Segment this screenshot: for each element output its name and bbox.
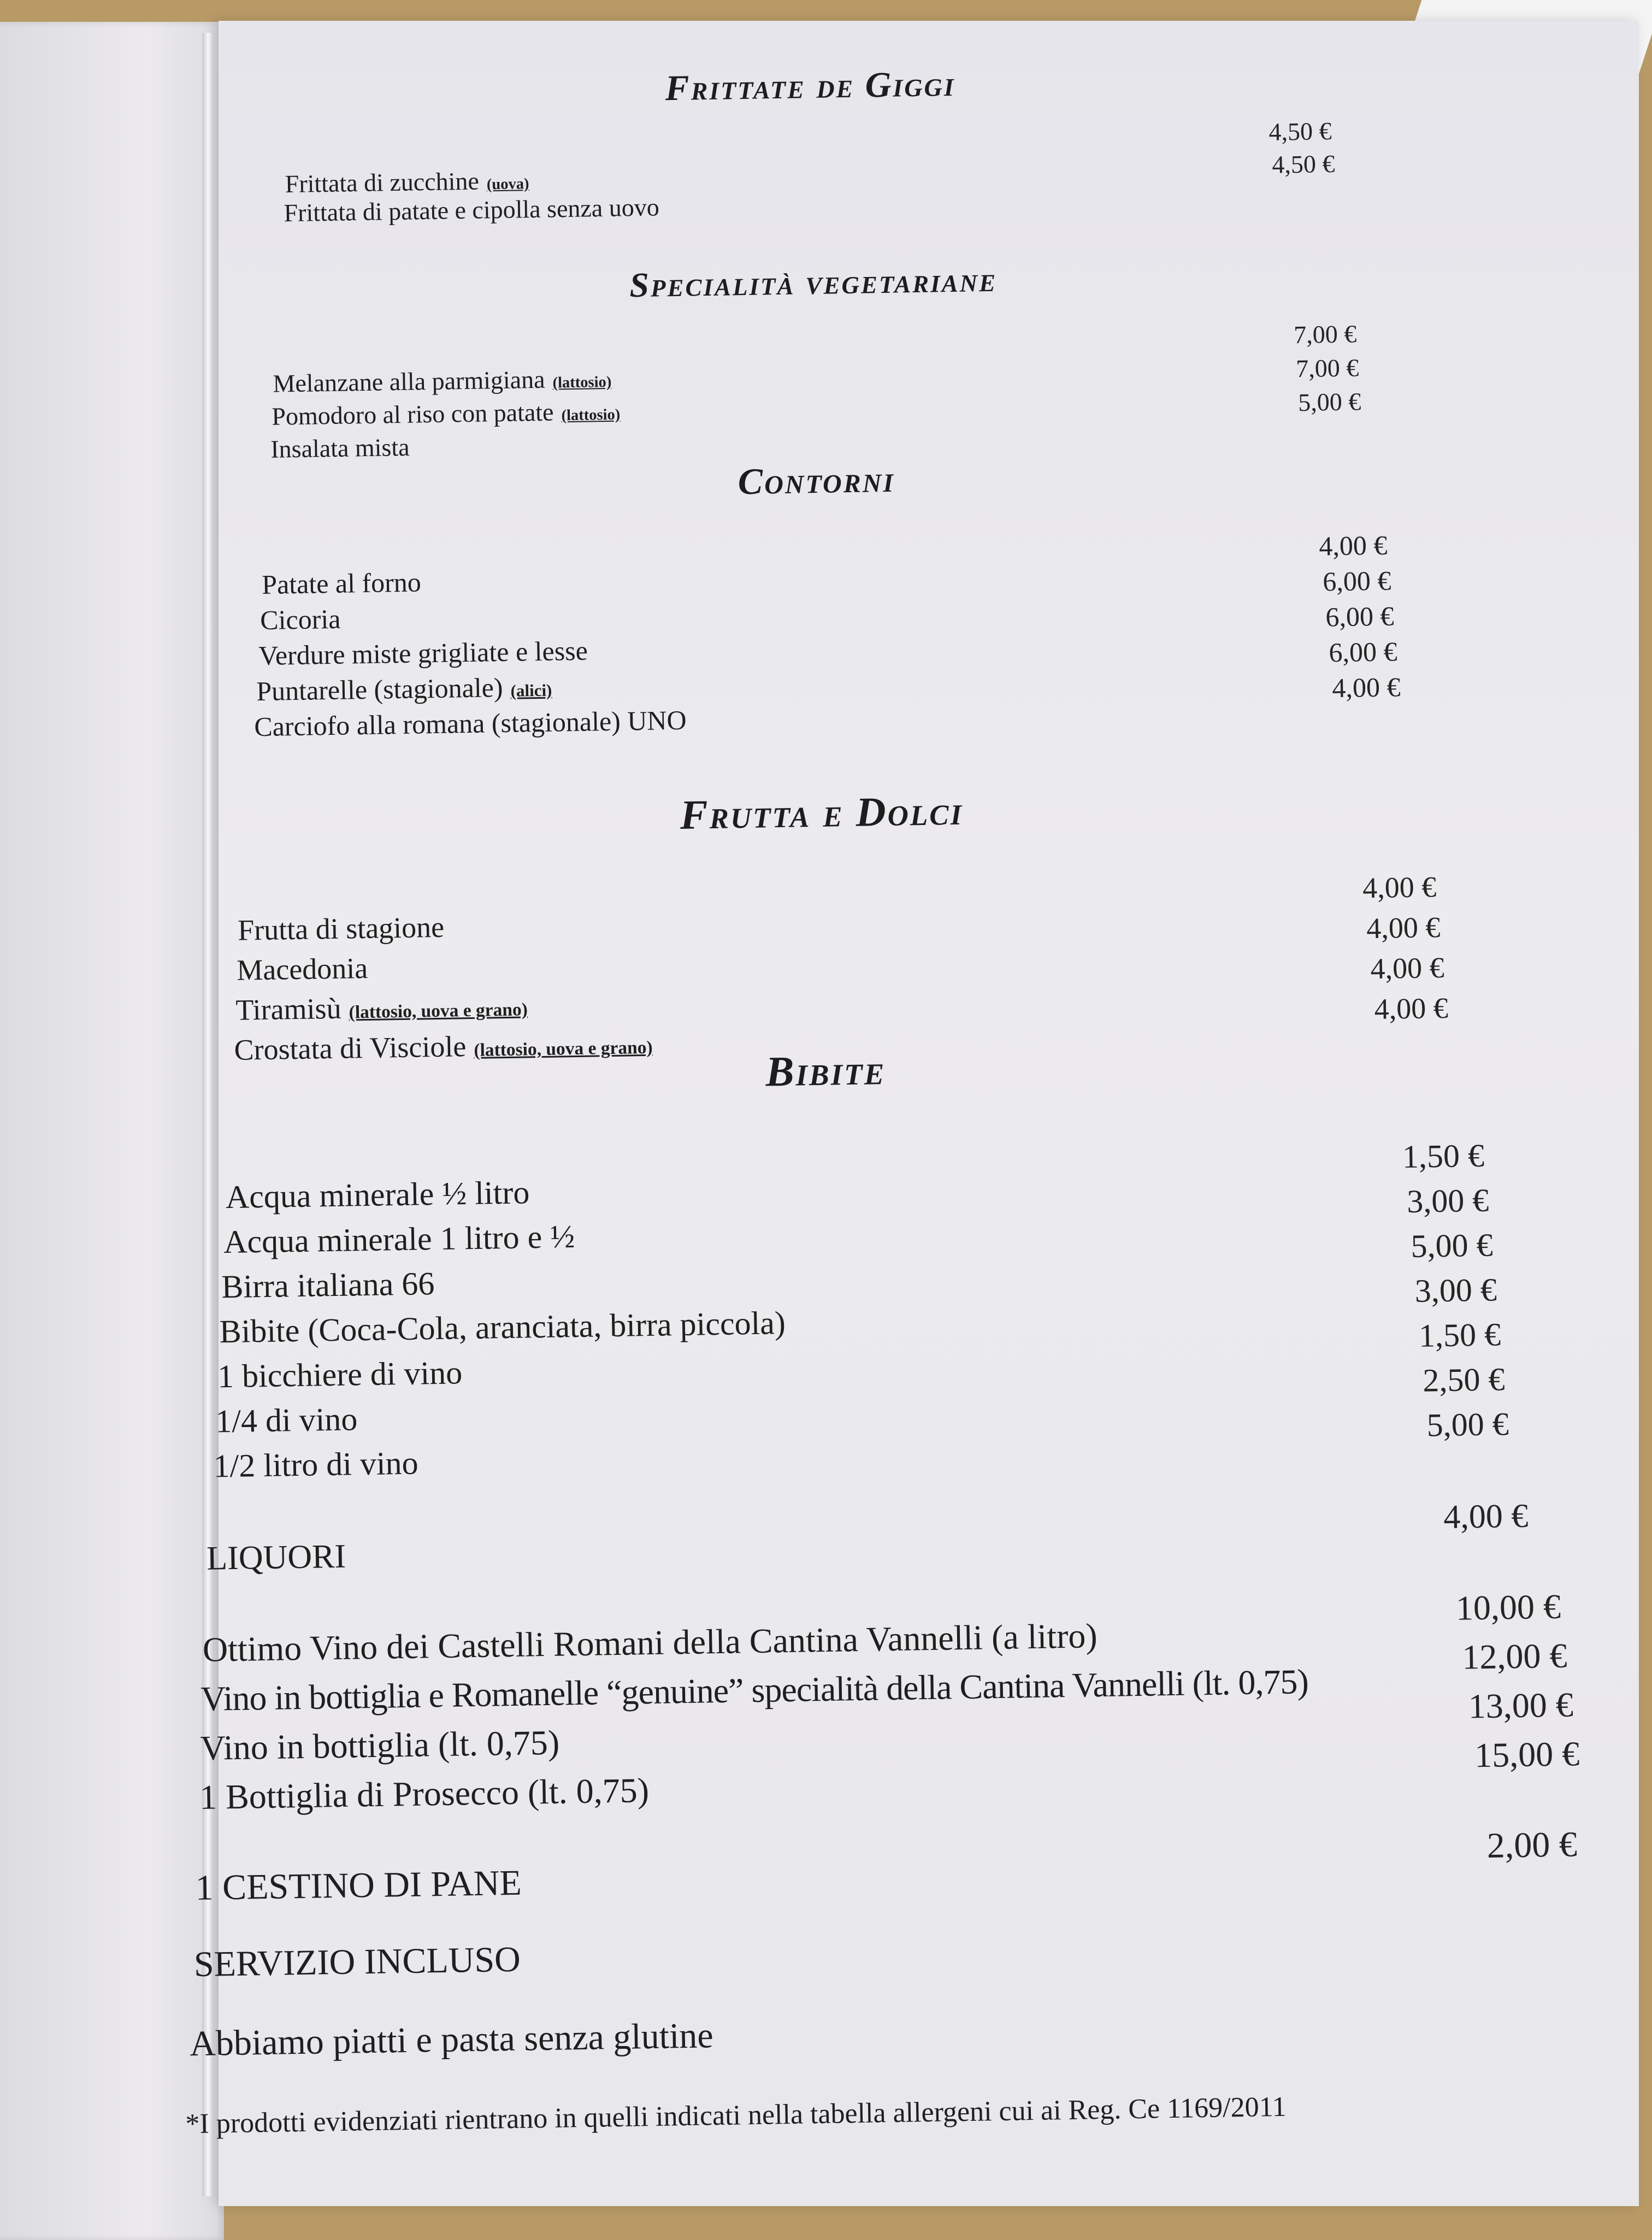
item-name: 1 bicchiere di vino bbox=[217, 1354, 463, 1395]
menu-item bbox=[273, 364, 612, 398]
item-price: 6,00 € bbox=[1325, 600, 1394, 633]
section-title-bibite: Bibite bbox=[765, 1046, 886, 1095]
item-price: 1,50 € bbox=[1402, 1137, 1485, 1175]
item-name: Birra italiana 66 bbox=[221, 1265, 435, 1305]
menu-item bbox=[285, 166, 529, 198]
item-name: Insalata mista bbox=[270, 433, 410, 463]
wine-price: 15,00 € bbox=[1474, 1734, 1580, 1775]
section-title-frittate: Frittate de Giggi bbox=[665, 63, 956, 109]
allergen-note: (lattosio) bbox=[552, 373, 612, 392]
item-name: Acqua minerale 1 litro e ½ bbox=[223, 1218, 575, 1260]
menu-item bbox=[258, 635, 588, 671]
item-name: Bibite (Coca-Cola, aranciata, birra piccola) bbox=[219, 1305, 786, 1350]
item-price: 7,00 € bbox=[1295, 353, 1359, 383]
item-price: 2,50 € bbox=[1422, 1361, 1505, 1399]
item-price: 3,00 € bbox=[1406, 1182, 1489, 1220]
item-price: 4,50 € bbox=[1268, 117, 1332, 146]
menu-item bbox=[238, 910, 445, 947]
menu-item bbox=[219, 1304, 786, 1351]
menu-item bbox=[217, 1354, 462, 1395]
item-price: 4,00 € bbox=[1374, 991, 1449, 1026]
item-price: 4,00 € bbox=[1370, 951, 1445, 986]
menu-item bbox=[272, 397, 621, 431]
menu-item bbox=[213, 1445, 418, 1486]
liquori-label: LIQUORI bbox=[206, 1537, 346, 1577]
allergen-note: (lattosio, uova e grano) bbox=[474, 1037, 653, 1060]
menu-item bbox=[223, 1218, 575, 1261]
wine-item: Vino in bottiglia (lt. 0,75) bbox=[200, 1723, 560, 1767]
bread-basket-price: 2,00 € bbox=[1486, 1824, 1578, 1866]
item-name: Tiramisù bbox=[235, 992, 342, 1027]
item-price: 6,00 € bbox=[1322, 565, 1391, 597]
item-name: Acqua minerale ½ litro bbox=[225, 1174, 530, 1216]
item-price: 5,00 € bbox=[1411, 1227, 1494, 1265]
wine-price: 13,00 € bbox=[1468, 1685, 1574, 1726]
item-price: 3,00 € bbox=[1414, 1271, 1497, 1309]
item-name: 1/4 di vino bbox=[215, 1401, 358, 1440]
item-name: Crostata di Visciole bbox=[234, 1030, 467, 1066]
item-name: Macedonia bbox=[236, 951, 368, 987]
wine-price: 12,00 € bbox=[1461, 1636, 1567, 1677]
wine-item: 1 Bottiglia di Prosecco (lt. 0,75) bbox=[199, 1771, 650, 1817]
item-price: 1,50 € bbox=[1418, 1316, 1501, 1354]
menu-item bbox=[284, 192, 659, 227]
item-price: 7,00 € bbox=[1293, 320, 1357, 349]
item-name: Carciofo alla romana (stagionale) UNO bbox=[253, 704, 687, 742]
item-price: 4,00 € bbox=[1366, 911, 1441, 945]
allergen-note: (alici) bbox=[510, 680, 552, 700]
item-price: 5,00 € bbox=[1426, 1406, 1509, 1443]
item-price: 4,00 € bbox=[1332, 671, 1401, 704]
menu-item bbox=[254, 704, 687, 742]
allergen-note: (lattosio) bbox=[561, 406, 621, 425]
item-price: 5,00 € bbox=[1297, 387, 1361, 417]
item-name: Melanzane alla parmigiana bbox=[273, 365, 545, 398]
menu-item bbox=[260, 603, 341, 636]
gluten-free-note: Abbiamo piatti e pasta senza glutine bbox=[189, 2015, 714, 2064]
menu-item bbox=[237, 951, 368, 987]
item-price: 6,00 € bbox=[1329, 636, 1397, 668]
item-name: Cicoria bbox=[259, 603, 341, 635]
service-note: SERVIZIO INCLUSO bbox=[193, 1939, 521, 1985]
allergen-footnote: *I prodotti evidenziati rientrano in quelli indicati nella tabella allergeni cui ai Reg. Ce 1169/2011 bbox=[185, 2091, 1287, 2140]
item-price: 4,50 € bbox=[1272, 149, 1335, 179]
section-title-contorni: Contorni bbox=[738, 458, 895, 503]
menu-item bbox=[215, 1400, 358, 1440]
menu-item bbox=[270, 433, 410, 464]
item-name: Patate al forno bbox=[261, 567, 422, 600]
section-title-frutta-dolci: Frutta e Dolci bbox=[680, 787, 964, 838]
wine-price: 10,00 € bbox=[1455, 1587, 1561, 1628]
item-name: Frittata di patate e cipolla senza uovo bbox=[284, 193, 660, 227]
allergen-note: (uova) bbox=[486, 175, 529, 193]
section-title-vegetariane: Specialità vegetariane bbox=[629, 260, 998, 305]
item-price: 4,00 € bbox=[1362, 870, 1437, 905]
item-name: Verdure miste grigliate e lesse bbox=[258, 635, 588, 671]
menu-item bbox=[225, 1174, 529, 1216]
menu-item bbox=[256, 671, 552, 707]
menu-item bbox=[262, 566, 421, 600]
liquori-price: 4,00 € bbox=[1443, 1497, 1529, 1536]
allergen-note: (lattosio, uova e grano) bbox=[349, 999, 528, 1023]
menu-item bbox=[235, 988, 528, 1027]
item-name: Frittata di zucchine bbox=[285, 167, 480, 198]
item-price: 4,00 € bbox=[1318, 529, 1388, 562]
item-name: 1/2 litro di vino bbox=[213, 1445, 419, 1484]
wine-item: Ottimo Vino dei Castelli Romani della Cantina Vannelli (a litro) bbox=[202, 1616, 1098, 1669]
item-name: Frutta di stagione bbox=[237, 910, 445, 947]
menu-item bbox=[221, 1265, 435, 1306]
item-name: Puntarelle (stagionale) bbox=[256, 672, 503, 707]
wine-item: Vino in bottiglia e Romanelle “genuine” specialità della Cantina Vannelli (lt. 0,75) bbox=[200, 1662, 1309, 1718]
item-name: Pomodoro al riso con patate bbox=[272, 398, 554, 431]
bread-basket-label: 1 CESTINO DI PANE bbox=[195, 1862, 522, 1908]
